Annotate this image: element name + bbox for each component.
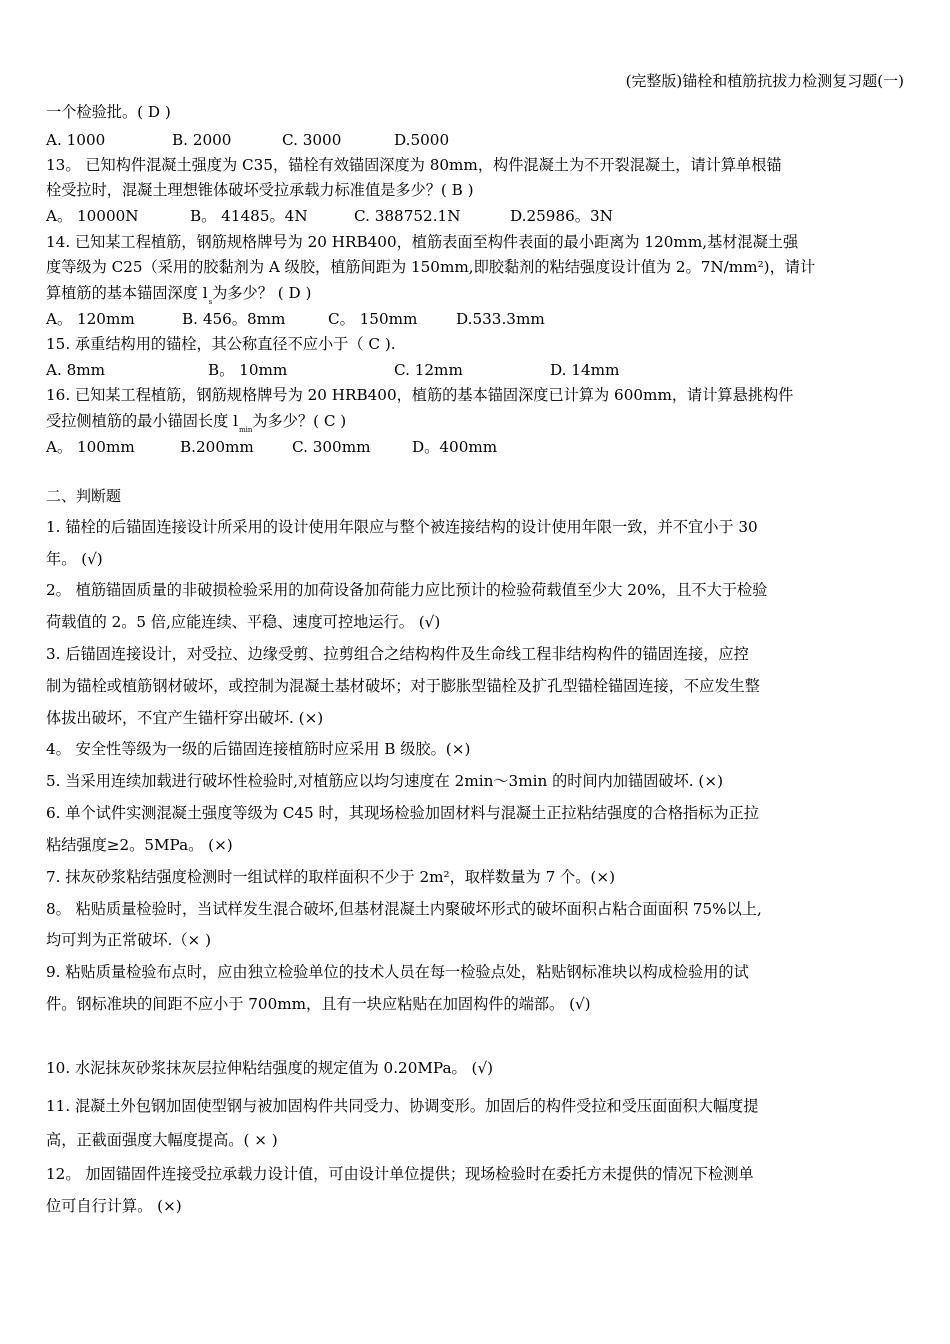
j12-line1: 12。 加固锚固件连接受拉承载力设计值，可由设计单位提供；现场检验时在委托方未提供的情况下检测单 [46, 1165, 754, 1183]
q16-subscript: min [238, 426, 253, 434]
j1-line1: 1. 锚栓的后锚固连接设计所采用的设计使用年限应与整个被连接结构的设计使用年限一致，并不宜小于 30 [46, 518, 758, 536]
j9-line1: 9. 粘贴质量检验布点时，应由独立检验单位的技术人员在每一检验点处，粘贴钢标准块以构成检验用的试 [46, 963, 749, 981]
option-d: D.5000 [394, 131, 450, 149]
j2-line2: 荷载值的 2。5 倍,应能连续、平稳、速度可控地运行。 (√) [46, 613, 441, 631]
j6-line1: 6. 单个试件实测混凝土强度等级为 C45 时，其现场检验加固材料与混凝土正拉粘结强度的合格指标为正拉 [46, 804, 759, 822]
q16-line2 [46, 411, 346, 440]
option-c: C. 300mm [292, 438, 371, 456]
j6-line2: 粘结强度≥2。5MPa。 (×) [46, 836, 233, 854]
j12-line2: 位可自行计算。 (×) [46, 1197, 182, 1215]
q13-line1: 13。 已知构件混凝土强度为 C35，锚栓有效锚固深度为 80mm，构件混凝土为不开裂混凝土，请计算单根锚 [46, 156, 782, 174]
j3-line2: 制为锚栓或植筋钢材破坏，或控制为混凝土基材破坏；对于膨胀型锚栓及扩孔型锚栓锚固连接，不应发生整 [46, 677, 760, 695]
q14-line3 [46, 283, 311, 312]
page-header: (完整版)锚栓和植筋抗拔力检测复习题(一) [625, 72, 904, 90]
option-a: A。 100mm [46, 438, 135, 456]
q16-line2-a: 受拉侧植筋的最小锚固长度 l [46, 412, 238, 430]
q14-subscript: s [208, 298, 213, 306]
q16-line1: 16. 已知某工程植筋，钢筋规格牌号为 20 HRB400，植筋的基本锚固深度已计算为 600mm，请计算悬挑构件 [46, 386, 794, 404]
j11-line2: 高，正截面强度大幅度提高。( × ) [46, 1131, 278, 1149]
j4-line1: 4。 安全性等级为一级的后锚固连接植筋时应采用 B 级胶。(×) [46, 740, 471, 758]
j3-line3: 体拔出破坏，不宜产生锚杆穿出破坏. (×) [46, 709, 324, 727]
option-b: B。 41485。4N [190, 207, 308, 225]
j5-line1: 5. 当采用连续加载进行破坏性检验时,对植筋应以均匀速度在 2min～3min 的时间内加锚固破坏. (×) [46, 772, 724, 790]
j10-line1: 10. 水泥抹灰砂浆抹灰层拉伸粘结强度的规定值为 0.20MPa。 (√) [46, 1059, 494, 1077]
q16-options [46, 437, 497, 457]
j1-line2: 年。 (√) [46, 550, 103, 568]
option-d: D.533.3mm [456, 310, 545, 328]
option-a: A. 8mm [46, 361, 106, 379]
option-a: A。 10000N [46, 207, 139, 225]
option-d: D。400mm [412, 438, 498, 456]
option-a: A。 120mm [46, 310, 135, 328]
section-title: 二、判断题 [46, 487, 122, 505]
option-c: C. 388752.1N [354, 207, 461, 225]
option-d: D.25986。3N [510, 207, 613, 225]
q13-options [46, 206, 613, 226]
option-a: A. 1000 [46, 131, 106, 149]
j3-line1: 3. 后锚固连接设计，对受拉、边缘受剪、拉剪组合之结构构件及生命线工程非结构构件的锚固连接，应控 [46, 645, 749, 663]
option-b: B. 2000 [172, 131, 232, 149]
q14-line2: 度等级为 C25（采用的胶黏剂为 A 级胶，植筋间距为 150mm,即胶黏剂的粘结强度设计值为 2。7N/mm²)，请计 [46, 258, 816, 276]
q14-line3-a: 算植筋的基本锚固深度 l [46, 284, 208, 302]
q13-line2: 栓受拉时，混凝土理想锥体破坏受拉承载力标准值是多少？( B ) [46, 181, 474, 199]
j8-line1: 8。 粘贴质量检验时，当试样发生混合破坏,但基材混凝土内聚破坏形式的破坏面积占粘合面面积 75%以上, [46, 900, 762, 918]
q14-line3-b: 为多少？ ( D ) [212, 284, 312, 302]
q15-text: 15. 承重结构用的锚栓，其公称直径不应小于（ C ). [46, 335, 396, 353]
q14-options [46, 309, 545, 329]
j2-line1: 2。 植筋锚固质量的非破损检验采用的加荷设备加荷能力应比预计的检验荷载值至少大 20%，且不大于检验 [46, 581, 768, 599]
option-b: B. 456。8mm [182, 310, 286, 328]
j8-line2: 均可判为正常破坏.（× ) [46, 931, 211, 949]
option-b: B。 10mm [208, 361, 288, 379]
q14-line1: 14. 已知某工程植筋，钢筋规格牌号为 20 HRB400，植筋表面至构件表面的最小距离为 120mm,基材混凝土强 [46, 233, 799, 251]
option-c: C。 150mm [328, 310, 418, 328]
q12-tail-text: 一个检验批。( D ) [46, 103, 171, 121]
q15-options [46, 360, 619, 380]
option-c: C. 12mm [394, 361, 463, 379]
j7-line1: 7. 抹灰砂浆粘结强度检测时一组试样的取样面积不少于 2m²，取样数量为 7 个。(×) [46, 868, 616, 886]
j9-line2: 件。钢标准块的间距不应小于 700mm，且有一块应粘贴在加固构件的端部。 (√) [46, 995, 591, 1013]
q12-options [46, 130, 449, 150]
j11-line1: 11. 混凝土外包钢加固使型钢与被加固构件共同受力、协调变形。加固后的构件受拉和受压面面积大幅度提 [46, 1097, 759, 1115]
option-b: B.200mm [180, 438, 254, 456]
q16-line2-b: 为多少？( C ) [252, 412, 347, 430]
option-d: D. 14mm [550, 361, 620, 379]
option-c: C. 3000 [282, 131, 342, 149]
